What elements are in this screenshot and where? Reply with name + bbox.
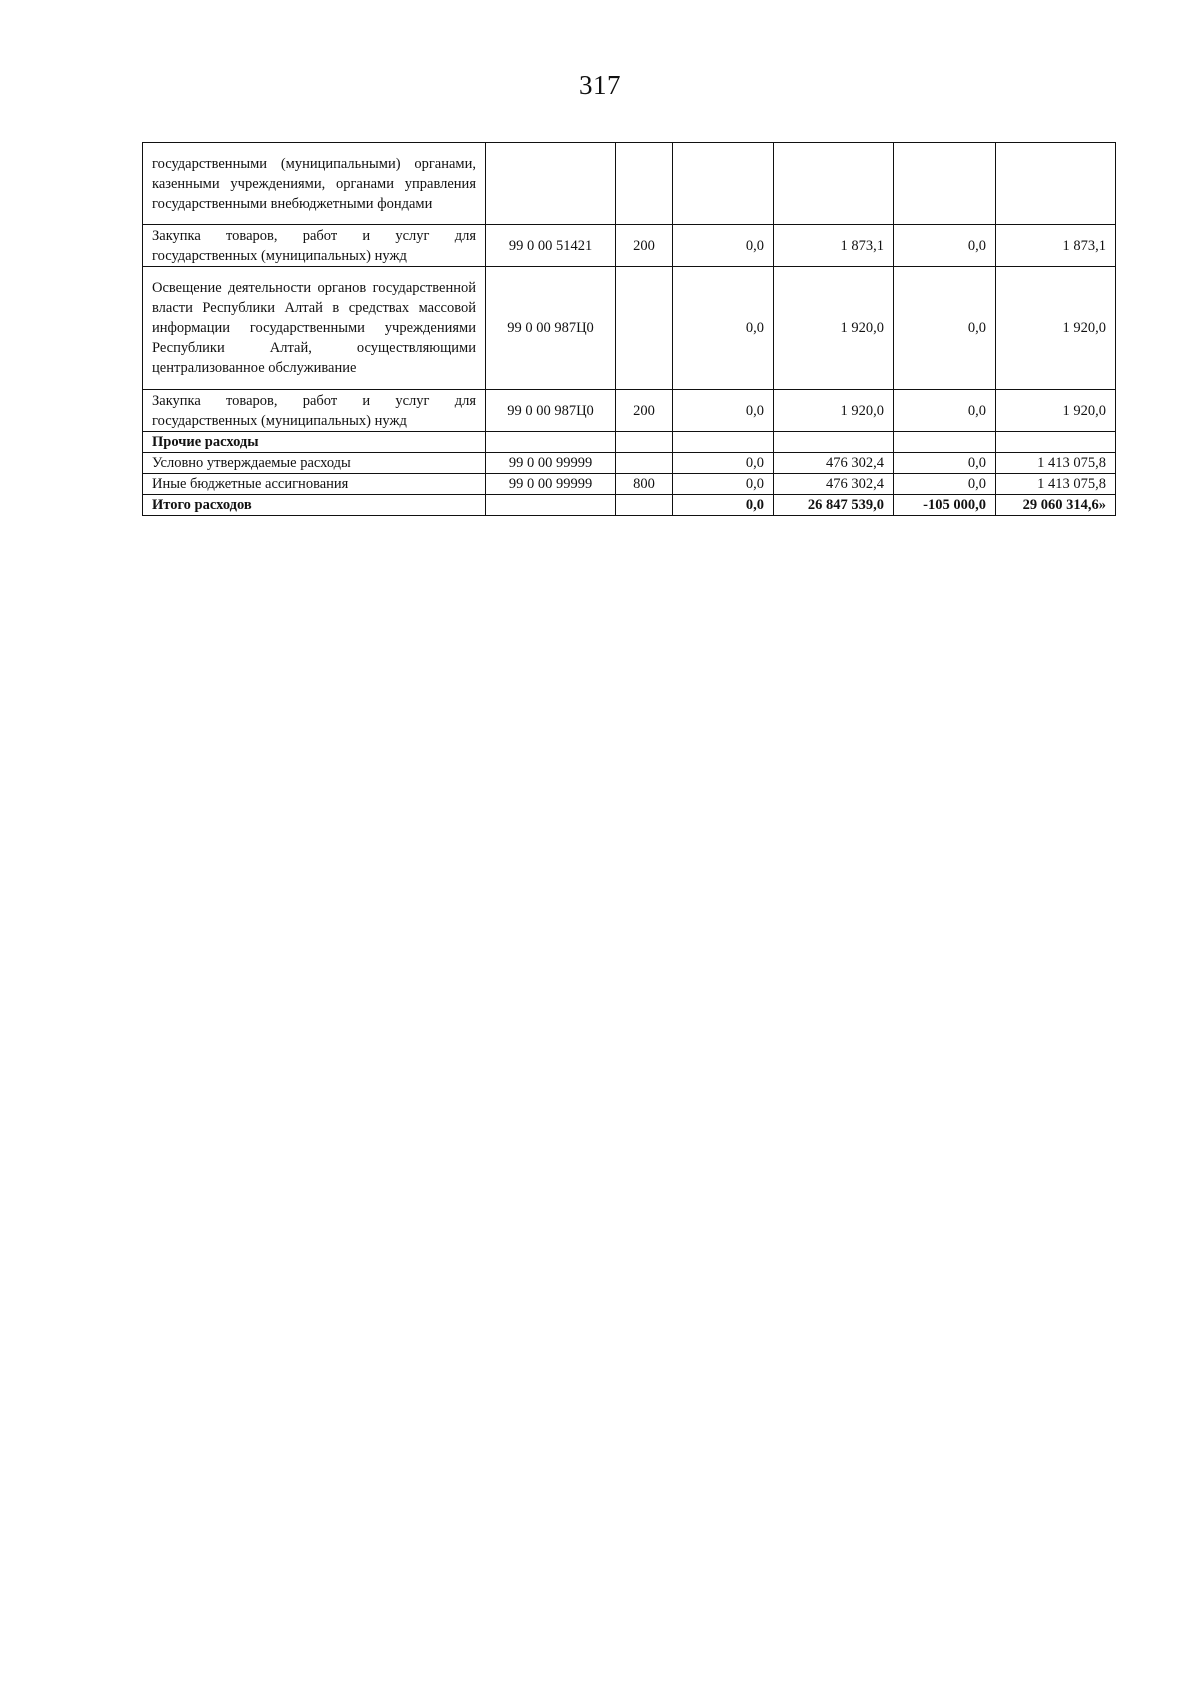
row-target-code <box>486 143 616 225</box>
budget-table <box>142 142 1116 516</box>
row-value-2: 476 302,4 <box>774 474 894 495</box>
row-value-3: 0,0 <box>894 390 996 432</box>
row-description: Освещение деятельности органов государственной власти Республики Алтай в средствах массовой информации государственными учреждениями Республики Алтай, осуществляющими централизованное обслуживание <box>143 267 486 390</box>
row-value-1: 0,0 <box>673 453 774 474</box>
row-target-code: 99 0 00 987Ц0 <box>486 390 616 432</box>
row-target-code: 99 0 00 51421 <box>486 225 616 267</box>
row-value-1: 0,0 <box>673 225 774 267</box>
row-target-code <box>486 495 616 516</box>
row-description: Условно утверждаемые расходы <box>143 453 486 474</box>
row-value-2: 26 847 539,0 <box>774 495 894 516</box>
row-value-2: 1 920,0 <box>774 267 894 390</box>
row-value-1 <box>673 143 774 225</box>
row-value-4: 29 060 314,6» <box>996 495 1116 516</box>
row-value-2 <box>774 432 894 453</box>
row-value-2: 1 873,1 <box>774 225 894 267</box>
row-value-3: 0,0 <box>894 474 996 495</box>
row-expense-type <box>616 495 673 516</box>
row-expense-type: 200 <box>616 390 673 432</box>
row-value-1 <box>673 432 774 453</box>
row-description: Закупка товаров, работ и услуг для государственных (муниципальных) нужд <box>143 390 486 432</box>
row-expense-type <box>616 432 673 453</box>
row-value-3 <box>894 143 996 225</box>
row-value-3 <box>894 432 996 453</box>
row-target-code: 99 0 00 99999 <box>486 474 616 495</box>
row-value-4 <box>996 432 1116 453</box>
row-value-1: 0,0 <box>673 390 774 432</box>
row-value-4: 1 413 075,8 <box>996 474 1116 495</box>
row-description: Итого расходов <box>143 495 486 516</box>
table-row <box>143 495 1116 516</box>
table-row <box>143 432 1116 453</box>
row-target-code <box>486 432 616 453</box>
row-value-4: 1 873,1 <box>996 225 1116 267</box>
row-expense-type <box>616 267 673 390</box>
table-row <box>143 453 1116 474</box>
table-row <box>143 225 1116 267</box>
row-description: Закупка товаров, работ и услуг для государственных (муниципальных) нужд <box>143 225 486 267</box>
row-description: Иные бюджетные ассигнования <box>143 474 486 495</box>
table-row <box>143 390 1116 432</box>
row-value-3: -105 000,0 <box>894 495 996 516</box>
page-number: 317 <box>579 70 621 100</box>
row-expense-type <box>616 143 673 225</box>
table-row <box>143 267 1116 390</box>
row-expense-type: 800 <box>616 474 673 495</box>
row-value-1: 0,0 <box>673 267 774 390</box>
row-value-1: 0,0 <box>673 474 774 495</box>
row-expense-type <box>616 453 673 474</box>
row-value-4: 1 920,0 <box>996 267 1116 390</box>
row-target-code: 99 0 00 987Ц0 <box>486 267 616 390</box>
row-value-2: 476 302,4 <box>774 453 894 474</box>
row-description: Прочие расходы <box>143 432 486 453</box>
row-value-2: 1 920,0 <box>774 390 894 432</box>
row-description: государственными (муниципальными) органами, казенными учреждениями, органами управления государственными внебюджетными фондами <box>143 143 486 225</box>
row-value-3: 0,0 <box>894 453 996 474</box>
row-expense-type: 200 <box>616 225 673 267</box>
row-value-4 <box>996 143 1116 225</box>
table-row <box>143 143 1116 225</box>
row-value-4: 1 413 075,8 <box>996 453 1116 474</box>
row-value-3: 0,0 <box>894 267 996 390</box>
row-value-4: 1 920,0 <box>996 390 1116 432</box>
row-value-1: 0,0 <box>673 495 774 516</box>
table-row <box>143 474 1116 495</box>
row-value-2 <box>774 143 894 225</box>
row-value-3: 0,0 <box>894 225 996 267</box>
row-target-code: 99 0 00 99999 <box>486 453 616 474</box>
